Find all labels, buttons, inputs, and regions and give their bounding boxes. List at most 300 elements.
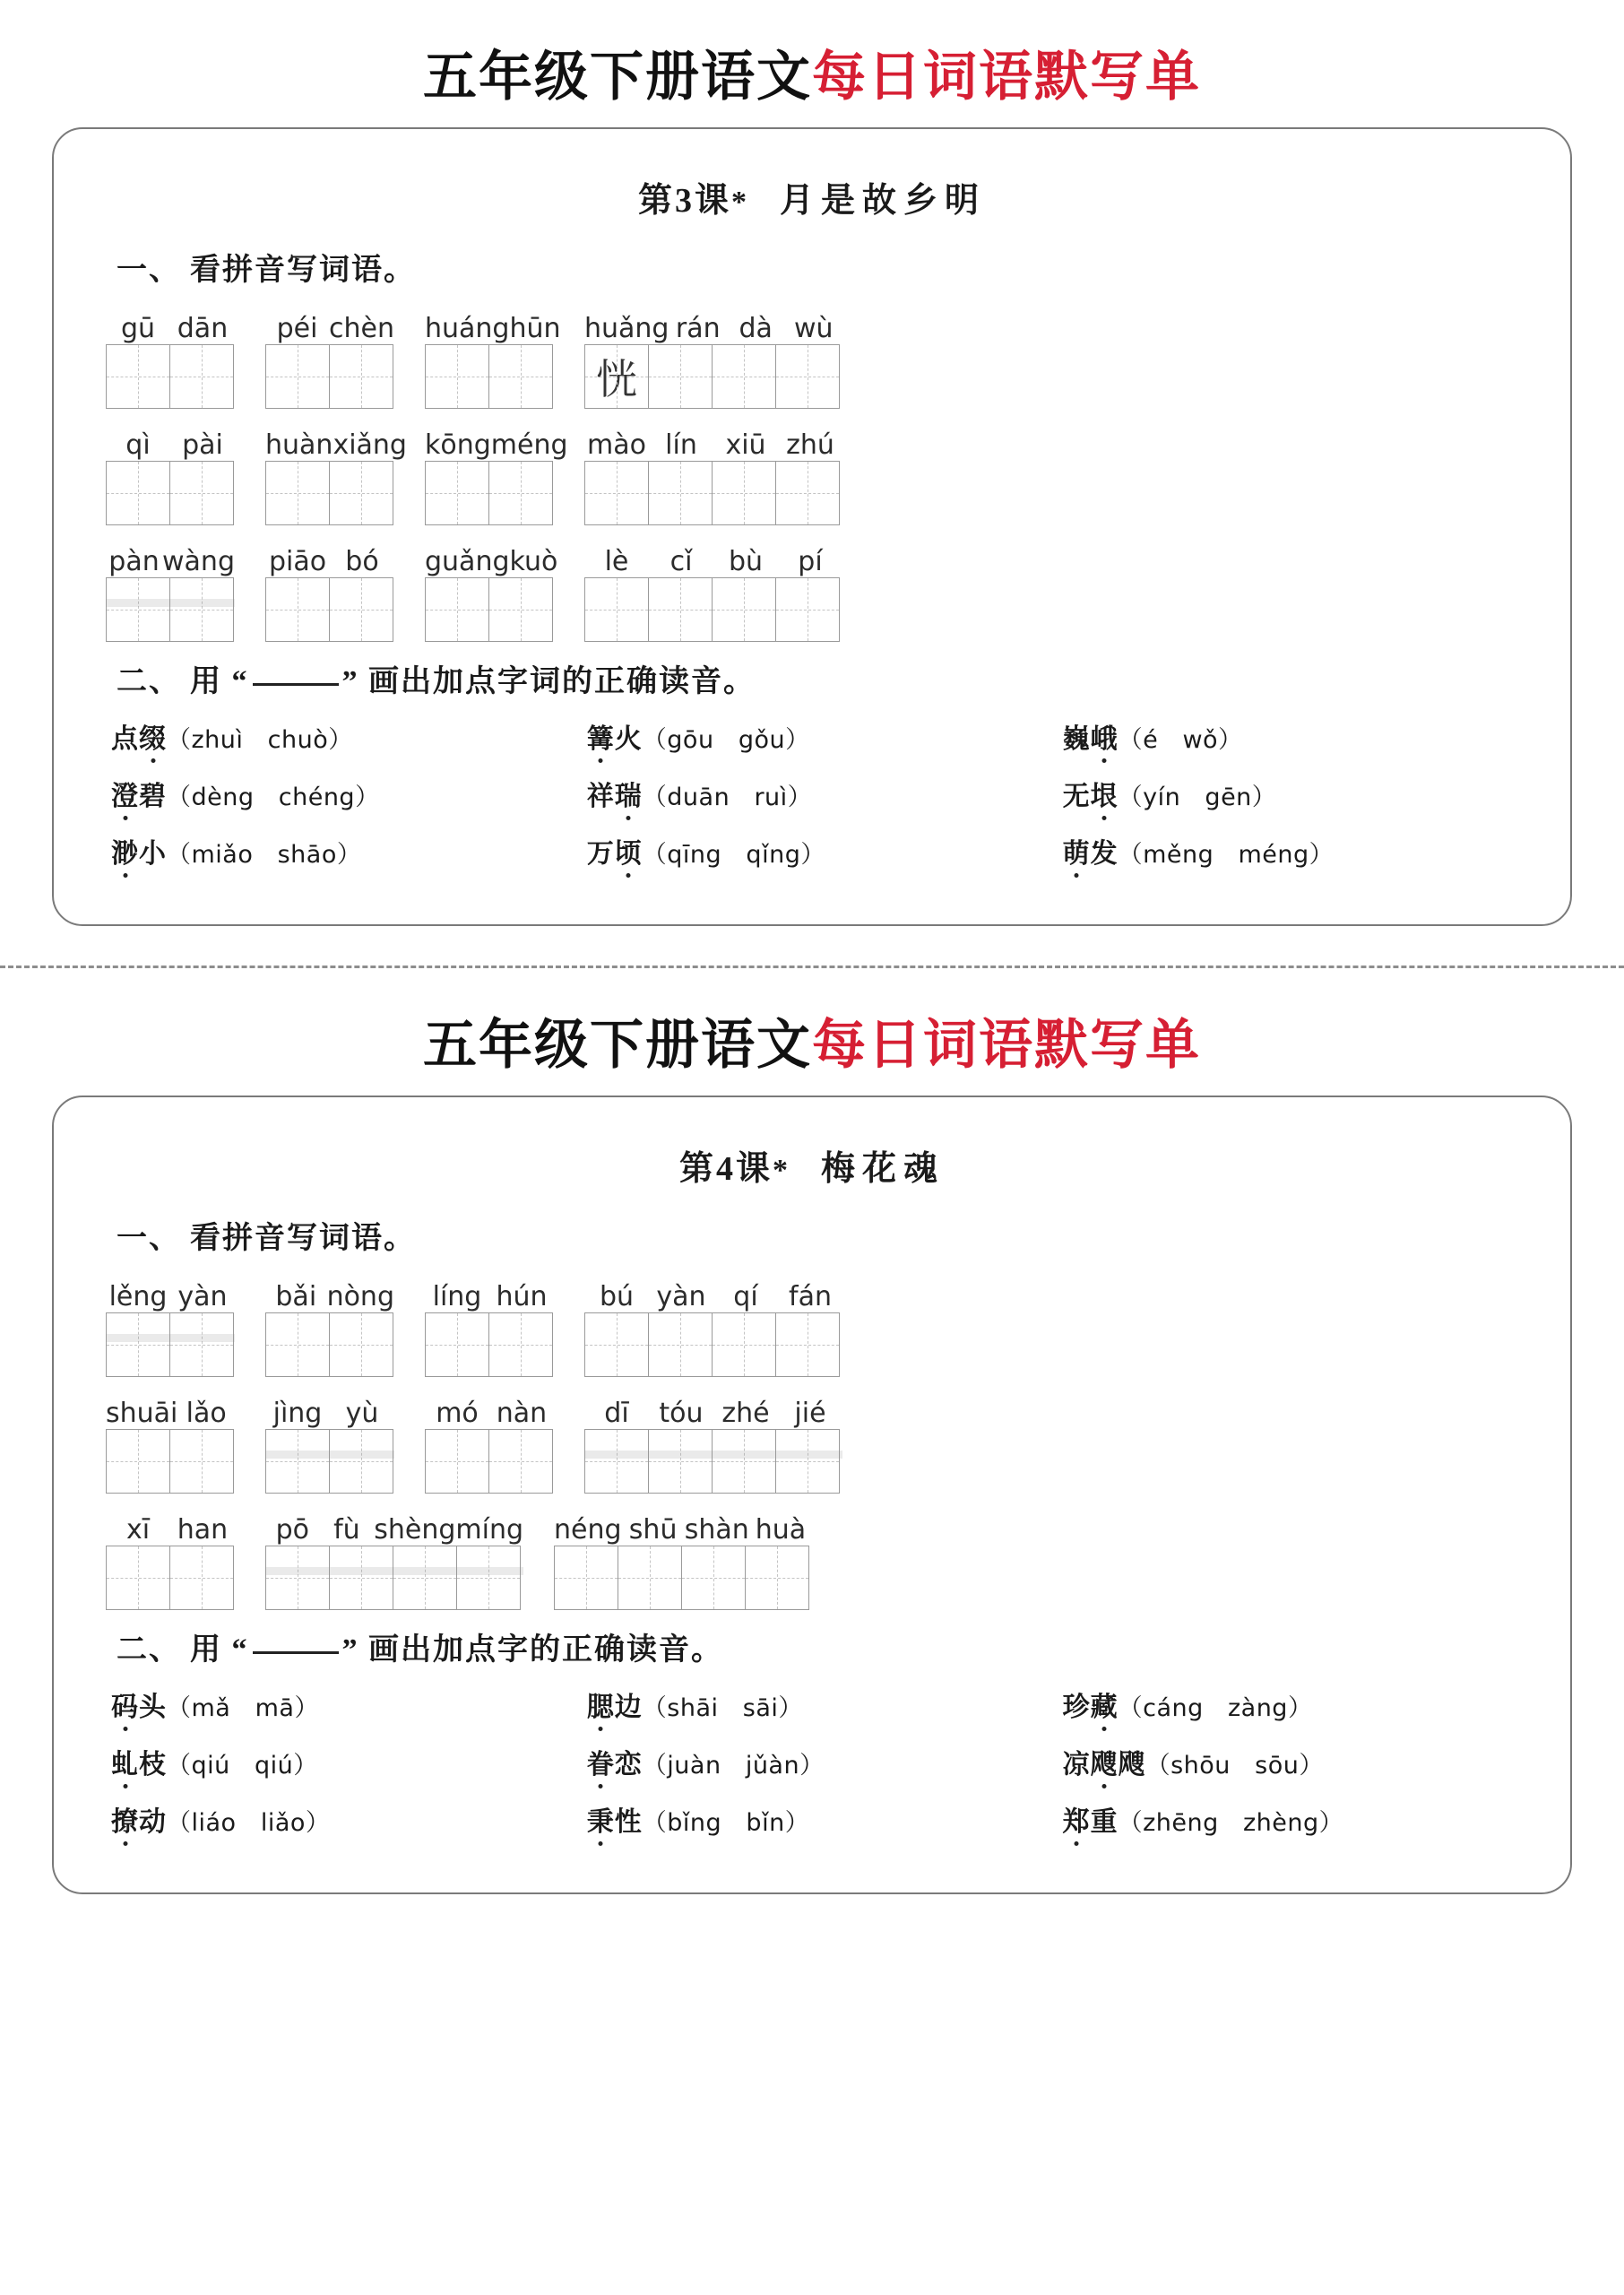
grid-row	[84, 421, 1540, 525]
tianzige-cell[interactable]	[169, 1546, 234, 1610]
pronunciation-choice-item[interactable]	[111, 1742, 587, 1781]
tianzige-cell[interactable]	[488, 461, 553, 525]
choice-word-char: 动	[139, 1807, 167, 1837]
choice-word-char: 万	[586, 839, 615, 869]
tianzige-cell[interactable]	[712, 1312, 776, 1377]
pinyin-syllable: han	[177, 1514, 229, 1546]
tianzige-cell[interactable]	[265, 1312, 330, 1377]
tianzige-answer: 恍	[596, 357, 637, 403]
tianzige-cell[interactable]	[681, 1546, 746, 1610]
tianzige-cell[interactable]	[425, 461, 489, 525]
tianzige-cell[interactable]	[106, 1429, 170, 1494]
choice-word-char: 无	[1062, 782, 1091, 811]
word-item	[554, 1506, 812, 1610]
pinyin-syllable: huǎng	[584, 313, 669, 344]
tianzige-cell[interactable]	[329, 1429, 393, 1494]
choice-word	[587, 1807, 643, 1840]
pinyin-syllable: dà	[739, 313, 773, 344]
choice-word	[111, 724, 167, 757]
pinyin-syllable: wù	[793, 313, 834, 344]
tianzige-cell[interactable]	[712, 461, 776, 525]
section-one-number: 一、	[117, 1222, 181, 1255]
tianzige-cell[interactable]	[554, 1546, 618, 1610]
tianzige-cell[interactable]	[265, 1429, 330, 1494]
tianzige-cell[interactable]	[775, 461, 840, 525]
choice-options: （shāi sāi）	[642, 1694, 803, 1722]
tianzige-cell[interactable]	[584, 344, 649, 409]
tianzige-row	[265, 1546, 523, 1610]
tianzige-row	[106, 461, 235, 525]
word-item	[584, 421, 842, 525]
pinyin-syllable: xiū	[725, 429, 766, 461]
pinyin-syllable: qí	[733, 1281, 758, 1312]
worksheet-1	[0, 0, 1624, 926]
pinyin-line	[425, 305, 561, 344]
choice-word-char: 头	[139, 1693, 167, 1722]
choice-word-char: 性	[614, 1807, 643, 1837]
choice-word-char: 郑	[1063, 1807, 1091, 1840]
word-item	[584, 538, 842, 642]
choice-word-char: 枝	[139, 1750, 167, 1780]
pronunciation-choice-item[interactable]	[1063, 774, 1539, 813]
lesson-name: 梅花魂	[821, 1150, 946, 1188]
pinyin-syllable: cǐ	[669, 546, 693, 577]
choice-word-char: 腮	[587, 1693, 615, 1725]
pinyin-syllable: hún	[496, 1281, 548, 1312]
tianzige-cell[interactable]	[106, 461, 170, 525]
tianzige-cell[interactable]	[329, 461, 393, 525]
tianzige-cell[interactable]	[584, 1429, 649, 1494]
tianzige-cell[interactable]	[648, 1312, 713, 1377]
tianzige-row	[106, 1546, 235, 1610]
pinyin-syllable: fù	[333, 1514, 360, 1546]
choice-word	[1063, 782, 1119, 814]
tianzige-cell[interactable]	[584, 461, 649, 525]
tianzige-cell[interactable]	[488, 1429, 553, 1494]
tianzige-row	[265, 461, 394, 525]
pronunciation-choice-grid	[84, 716, 1540, 888]
tianzige-row	[265, 577, 394, 642]
tianzige-cell[interactable]	[169, 1429, 234, 1494]
word-item	[425, 1390, 554, 1494]
pinyin-syllable: qì	[125, 429, 151, 461]
tianzige-row	[106, 577, 235, 642]
tianzige-cell[interactable]	[456, 1546, 521, 1610]
choice-word-char: 撩	[111, 1807, 139, 1840]
choice-word-char: 珍	[1062, 1693, 1091, 1722]
tianzige-row	[425, 1429, 554, 1494]
word-item	[584, 1390, 842, 1494]
pinyin-syllable: wàng	[162, 546, 235, 577]
pinyin-syllable: pō	[275, 1514, 309, 1546]
word-item	[584, 305, 842, 409]
pinyin-syllable: bù	[728, 546, 764, 577]
tianzige-cell[interactable]	[169, 344, 234, 409]
tianzige-row	[265, 344, 394, 409]
choice-options: （dèng chéng）	[167, 784, 380, 811]
tianzige-row	[584, 1429, 842, 1494]
tianzige-cell[interactable]	[775, 1429, 840, 1494]
tianzige-cell[interactable]	[488, 1312, 553, 1377]
choice-word-char: 巍	[1062, 724, 1091, 754]
pinyin-line	[584, 305, 842, 344]
worksheet-card	[52, 127, 1572, 926]
pronunciation-choice-item[interactable]	[1063, 1799, 1539, 1839]
tianzige-cell[interactable]	[265, 461, 330, 525]
tianzige-cell[interactable]	[648, 577, 713, 642]
choice-options: （gōu gǒu）	[642, 726, 810, 754]
pinyin-line	[265, 1506, 523, 1546]
pronunciation-choice-item[interactable]	[111, 716, 587, 756]
tianzige-cell[interactable]	[425, 344, 489, 409]
pinyin-syllable: yù	[345, 1398, 379, 1429]
tianzige-row	[425, 1312, 554, 1377]
pronunciation-choice-item[interactable]	[111, 1684, 587, 1724]
choice-word	[1063, 1807, 1119, 1840]
pinyin-syllable: míng	[455, 1514, 524, 1546]
tianzige-cell[interactable]	[648, 344, 713, 409]
choice-options: （zhuì chuò）	[167, 726, 353, 754]
choice-options: （zhēng zhèng）	[1118, 1809, 1344, 1837]
tianzige-cell[interactable]	[488, 344, 553, 409]
tianzige-cell[interactable]	[712, 1429, 776, 1494]
pinyin-syllable: méng	[490, 429, 568, 461]
tianzige-row	[584, 1312, 842, 1377]
lesson-title	[84, 1140, 1540, 1190]
pinyin-line	[106, 1506, 235, 1546]
tianzige-row	[554, 1546, 812, 1610]
pinyin-syllable: nòng	[326, 1281, 394, 1312]
section-two-heading	[117, 1624, 1540, 1668]
tianzige-cell[interactable]	[106, 344, 170, 409]
pinyin-syllable: piāo	[268, 546, 327, 577]
choice-word-char: 碧	[139, 782, 167, 811]
tianzige-cell[interactable]	[488, 577, 553, 642]
choice-word-char: 篝	[587, 724, 615, 757]
pinyin-line	[265, 1273, 394, 1312]
grid-row	[84, 1506, 1540, 1610]
tianzige-cell[interactable]	[106, 1546, 170, 1610]
tianzige-cell[interactable]	[265, 1546, 330, 1610]
pinyin-syllable: chèn	[329, 313, 394, 344]
pinyin-syllable: kōng	[425, 429, 491, 461]
tianzige-row	[425, 461, 554, 525]
lesson-name: 月是故乡明	[780, 182, 987, 220]
pronunciation-choice-item[interactable]	[111, 1799, 587, 1839]
section-two-heading	[117, 656, 1540, 700]
choice-options: （qiú qiú）	[167, 1752, 318, 1780]
page-title-red: 每日词语默写单	[812, 48, 1201, 107]
pinyin-syllable: shū	[628, 1514, 678, 1546]
lesson-star-icon: *	[731, 186, 749, 219]
word-item	[265, 1390, 394, 1494]
word-item	[425, 305, 561, 409]
section-one-heading	[117, 1213, 1540, 1257]
underline-mark-icon	[253, 683, 339, 686]
choice-word	[587, 839, 643, 871]
pinyin-syllable: shàn	[684, 1514, 749, 1546]
word-item	[265, 1273, 394, 1377]
lesson-title	[84, 172, 1540, 221]
pronunciation-choice-item[interactable]	[1063, 831, 1539, 870]
tianzige-cell[interactable]	[584, 1312, 649, 1377]
pronunciation-choice-item[interactable]	[111, 831, 587, 870]
choice-word-char: 码	[111, 1693, 139, 1725]
choice-word-char: 凉	[1062, 1750, 1091, 1780]
page-title-black: 五年级下册语文	[423, 48, 812, 107]
section-two-prefix: 用 “	[190, 1633, 249, 1667]
pronunciation-choice-item[interactable]	[587, 831, 1063, 870]
word-item	[425, 421, 568, 525]
pinyin-syllable: líng	[432, 1281, 482, 1312]
pinyin-syllable: gū	[120, 313, 156, 344]
tianzige-cell[interactable]	[393, 1546, 457, 1610]
choice-word-char: 秉	[587, 1807, 615, 1840]
pinyin-line	[106, 421, 235, 461]
choice-word-char: 峨	[1091, 724, 1119, 757]
pinyin-line	[425, 1273, 554, 1312]
tianzige-cell[interactable]	[648, 1429, 713, 1494]
pinyin-line	[584, 1273, 842, 1312]
tianzige-cell[interactable]	[618, 1546, 682, 1610]
tianzige-cell[interactable]	[425, 1312, 489, 1377]
pinyin-syllable: xiǎng	[333, 429, 407, 461]
choice-options: （yín gēn）	[1118, 784, 1277, 811]
choice-word	[587, 782, 643, 814]
pinyin-syllable: zhé	[721, 1398, 770, 1429]
pinyin-line	[106, 1273, 235, 1312]
tianzige-cell[interactable]	[329, 1546, 393, 1610]
word-item	[106, 305, 235, 409]
pronunciation-choice-grid	[84, 1684, 1540, 1857]
lesson-number: 第4课	[678, 1150, 773, 1188]
pronunciation-choice-item[interactable]	[1063, 716, 1539, 756]
choice-word-char: 瑞	[615, 782, 643, 814]
pinyin-line	[425, 421, 568, 461]
tianzige-cell[interactable]	[712, 577, 776, 642]
choice-options: （duān ruì）	[642, 784, 813, 811]
pronunciation-choice-item[interactable]	[1063, 1742, 1539, 1781]
page-title-red: 每日词语默写单	[812, 1016, 1201, 1075]
pinyin-line	[425, 1390, 554, 1429]
choice-word-char: 小	[139, 839, 167, 869]
tianzige-cell[interactable]	[329, 344, 393, 409]
choice-word	[111, 1750, 167, 1782]
tianzige-cell[interactable]	[425, 1429, 489, 1494]
choice-word-char: 澄	[111, 782, 139, 814]
choice-word-char: 重	[1090, 1807, 1119, 1837]
pinyin-syllable: kuò	[509, 546, 558, 577]
choice-word-char: 眷	[587, 1750, 615, 1782]
choice-word	[111, 1807, 167, 1840]
pronunciation-choice-item[interactable]	[111, 774, 587, 813]
choice-word	[111, 1693, 167, 1725]
grid-row	[84, 305, 1540, 409]
choice-word-char: 恋	[614, 1750, 643, 1780]
section-two-number: 二、	[117, 1633, 181, 1667]
tianzige-cell[interactable]	[169, 461, 234, 525]
word-item	[265, 1506, 523, 1610]
choice-word	[1063, 1693, 1119, 1725]
choice-word-char: 飕	[1118, 1750, 1146, 1780]
tianzige-cell[interactable]	[425, 577, 489, 642]
choice-word-char: 藏	[1091, 1693, 1119, 1725]
worksheet-2	[0, 968, 1624, 1894]
choice-word	[111, 782, 167, 814]
pinyin-syllable: jié	[794, 1398, 826, 1429]
pinyin-syllable: tóu	[659, 1398, 704, 1429]
choice-word-char: 垠	[1091, 782, 1119, 814]
tianzige-cell[interactable]	[775, 577, 840, 642]
tianzige-cell[interactable]	[775, 344, 840, 409]
choice-options: （juàn jǔàn）	[642, 1752, 825, 1780]
choice-word-char: 发	[1090, 839, 1119, 869]
section-one-heading	[117, 245, 1540, 289]
pinyin-line	[584, 538, 842, 577]
pinyin-syllable: péi	[276, 313, 318, 344]
tianzige-cell[interactable]	[106, 577, 170, 642]
word-item	[106, 1273, 235, 1377]
choice-word-char: 边	[614, 1693, 643, 1722]
choice-options: （é wǒ）	[1118, 726, 1243, 754]
pronunciation-choice-item[interactable]	[587, 774, 1063, 813]
pinyin-syllable: nàn	[496, 1398, 548, 1429]
word-item	[106, 538, 235, 642]
choice-options: （mǎ mā）	[167, 1694, 319, 1722]
choice-word	[1063, 1750, 1146, 1782]
lesson-star-icon: *	[773, 1154, 790, 1187]
pinyin-syllable: lěng	[108, 1281, 168, 1312]
pinyin-syllable: shèng	[374, 1514, 456, 1546]
choice-word	[587, 1693, 643, 1725]
tianzige-row	[584, 461, 842, 525]
pronunciation-choice-item[interactable]	[1063, 1684, 1539, 1724]
choice-options: （miǎo shāo）	[167, 841, 362, 869]
underline-mark-icon	[253, 1651, 339, 1654]
choice-word-char: 缀	[139, 724, 167, 757]
tianzige-cell[interactable]	[265, 344, 330, 409]
section-two-number: 二、	[117, 665, 181, 698]
pinyin-syllable: pàn	[108, 546, 160, 577]
tianzige-cell[interactable]	[648, 461, 713, 525]
choice-options: （cáng zàng）	[1118, 1694, 1313, 1722]
pinyin-syllable: bú	[599, 1281, 635, 1312]
pinyin-line	[106, 1390, 235, 1429]
word-item	[106, 421, 235, 525]
pinyin-syllable: mó	[436, 1398, 479, 1429]
pinyin-syllable: xī	[125, 1514, 151, 1546]
word-item	[265, 421, 407, 525]
choice-word	[1063, 724, 1119, 757]
choice-word-char: 顷	[615, 839, 643, 871]
pinyin-syllable: yàn	[656, 1281, 706, 1312]
pronunciation-choice-item[interactable]	[587, 716, 1063, 756]
tianzige-cell[interactable]	[584, 577, 649, 642]
tianzige-row	[106, 344, 235, 409]
page-title	[0, 968, 1624, 1088]
word-item	[425, 1273, 554, 1377]
tianzige-cell[interactable]	[745, 1546, 809, 1610]
pinyin-syllable: néng	[554, 1514, 622, 1546]
pinyin-syllable: mào	[587, 429, 646, 461]
page-title-black: 五年级下册语文	[423, 1016, 812, 1075]
pinyin-syllable: guǎng	[425, 546, 510, 577]
tianzige-cell[interactable]	[329, 1312, 393, 1377]
pinyin-syllable: bó	[345, 546, 379, 577]
pinyin-line	[265, 1390, 394, 1429]
lesson-number: 第3课	[637, 182, 731, 220]
choice-word-char: 渺	[111, 839, 139, 871]
pinyin-line	[584, 421, 842, 461]
word-item	[584, 1273, 842, 1377]
tianzige-cell[interactable]	[712, 344, 776, 409]
tianzige-cell[interactable]	[329, 577, 393, 642]
pinyin-line	[106, 538, 235, 577]
choice-word	[587, 1750, 643, 1782]
pinyin-syllable: huà	[755, 1514, 807, 1546]
section-one-text: 看拼音写词语。	[190, 1222, 416, 1255]
pinyin-syllable: dān	[177, 313, 229, 344]
pinyin-syllable: lín	[665, 429, 697, 461]
pinyin-syllable: bǎi	[275, 1281, 317, 1312]
pinyin-syllable: rán	[675, 313, 721, 344]
section-two-prefix: 用 “	[190, 665, 249, 698]
choice-word-char: 火	[614, 724, 643, 754]
pronunciation-choice-item[interactable]	[587, 1799, 1063, 1839]
grid-row	[84, 1273, 1540, 1377]
tianzige-cell[interactable]	[265, 577, 330, 642]
choice-word	[1063, 839, 1119, 871]
tianzige-row	[425, 344, 554, 409]
pinyin-line	[425, 538, 558, 577]
pronunciation-choice-item[interactable]	[587, 1742, 1063, 1781]
pinyin-line	[265, 421, 407, 461]
choice-word-char: 祥	[586, 782, 615, 811]
pinyin-syllable: pài	[182, 429, 223, 461]
choice-options: （liáo liǎo）	[167, 1809, 331, 1837]
tianzige-cell[interactable]	[169, 577, 234, 642]
pinyin-line	[265, 305, 394, 344]
tianzige-row	[584, 344, 842, 409]
pinyin-line	[554, 1506, 812, 1546]
word-item	[265, 305, 394, 409]
tianzige-cell[interactable]	[106, 1312, 170, 1377]
pinyin-syllable: huàn	[265, 429, 333, 461]
pinyin-syllable: fán	[789, 1281, 832, 1312]
pinyin-syllable: shuāi	[106, 1398, 178, 1429]
choice-options: （shōu sōu）	[1145, 1752, 1324, 1780]
choice-word-char: 飕	[1091, 1750, 1119, 1782]
choice-options: （bǐng bǐn）	[642, 1809, 810, 1837]
pinyin-syllable: jìng	[272, 1398, 323, 1429]
pinyin-syllable: dī	[604, 1398, 629, 1429]
section-one-number: 一、	[117, 254, 181, 287]
choice-word-char: 点	[111, 724, 139, 754]
tianzige-cell[interactable]	[775, 1312, 840, 1377]
pinyin-line	[265, 538, 394, 577]
pinyin-line	[106, 305, 235, 344]
tianzige-row	[106, 1312, 235, 1377]
choice-word-char: 萌	[1063, 839, 1091, 871]
tianzige-cell[interactable]	[169, 1312, 234, 1377]
tianzige-row	[106, 1429, 235, 1494]
pinyin-syllable: pí	[798, 546, 823, 577]
pronunciation-choice-item[interactable]	[587, 1684, 1063, 1724]
page-title	[0, 0, 1624, 120]
section-two-suffix: ” 画出加点字词的正确读音。	[341, 665, 756, 698]
word-item	[425, 538, 558, 642]
pinyin-syllable: lǎo	[186, 1398, 227, 1429]
